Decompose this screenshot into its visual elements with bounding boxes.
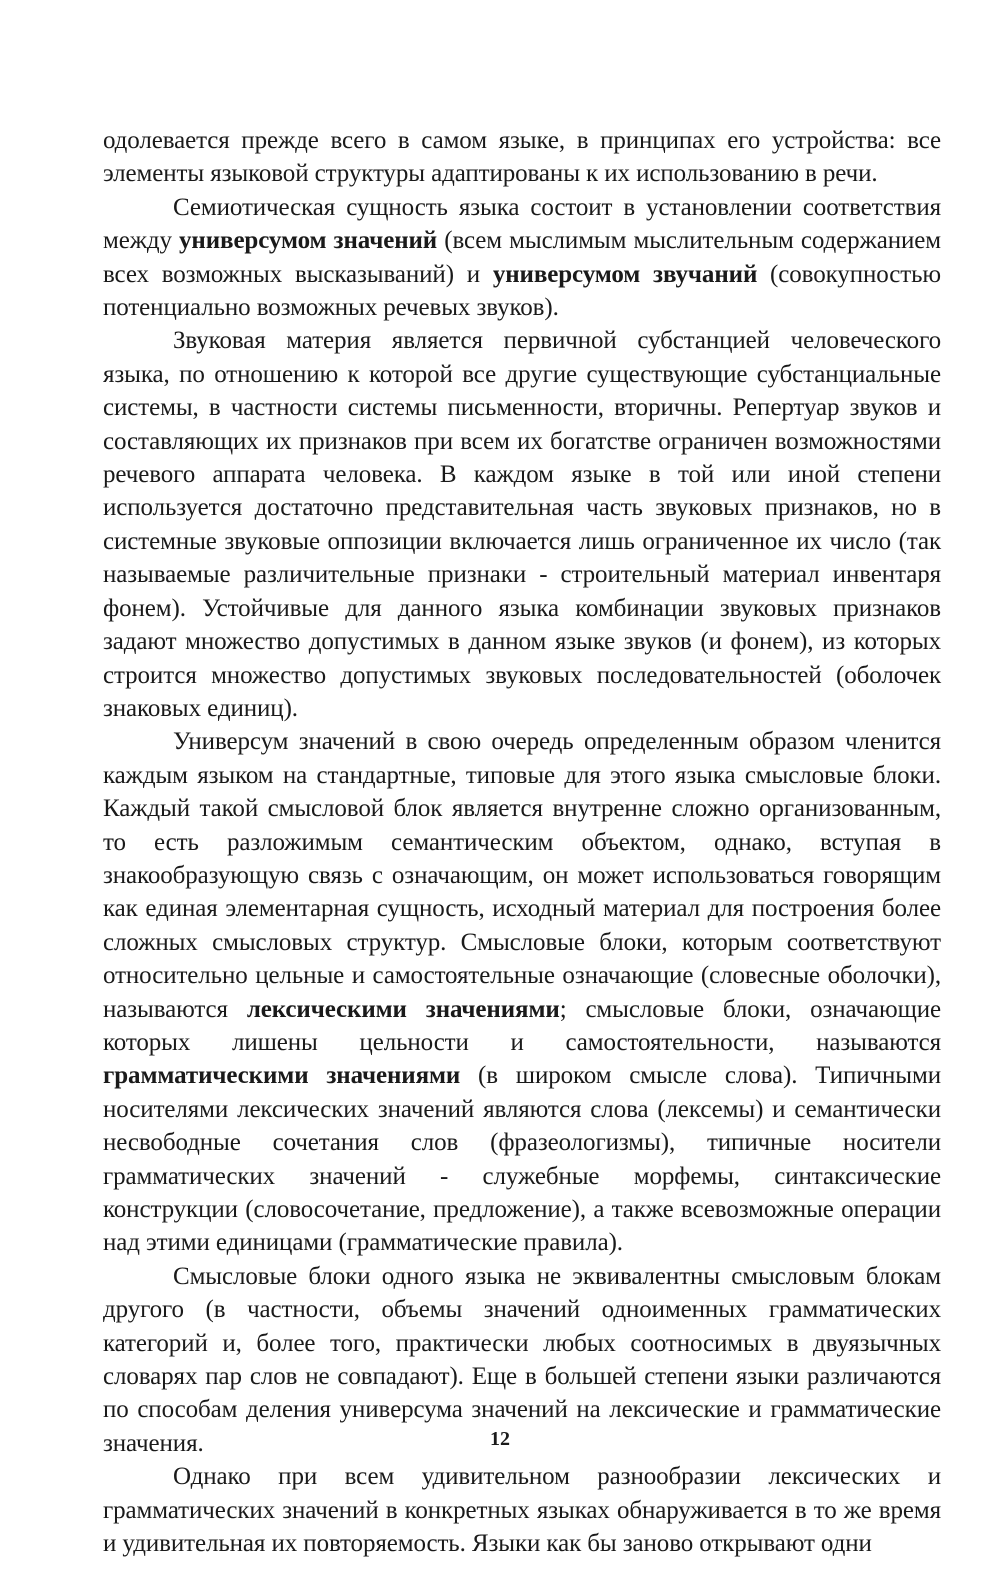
paragraph-1-text: одолевается прежде всего в самом языке, в принципах его устройства: все элементы языковой структуры адаптированы к их использованию в речи. xyxy=(103,127,941,188)
paragraph-6-text: Однако при всем удивительном разнообразии лексических и грамматических значений в конкретных языках обнаруживается в то же время и удивительная их повторяемость. Языки как бы заново открывают одни xyxy=(103,1463,941,1558)
paragraph-2-text-b: (всем мыслимым мыслительным содержанием всех возможных высказываний) и xyxy=(103,227,941,288)
page-number: 12 xyxy=(490,1428,510,1450)
paragraph-4-text-a: Универсум значений в свою очередь определенным образом членится каждым языком на стандартные, типовые для этого языка смысловые блоки. Каждый такой смысловой блок является внутренне сложно организованным, то есть разложимым семантическим объектом, однако, вступая в знакообразующую связь с означающим, он может использоваться говорящим как единая элементарная сущность, исходный материал для построения более сложных смысловых структур. Смысловые блоки, которым соответствуют относительно цельные и самостоятельные означающие (словесные оболочки), называются xyxy=(103,728,941,1023)
paragraph-3-text: Звуковая материя является первичной субстанцией человеческого языка, по отношению к которой все другие существующие субстанциальные системы, в частности системы письменности, вторичны. Репертуар звуков и составляющих их признаков при всем их богатстве ограничен возможностями речевого аппарата человека. В каждом языке в той или иной степени используется достаточно представительная часть звуковых признаков, но в системные звуковые оппозиции включается лишь ограниченное их число (так называемые различительные признаки - строительный материал инвентаря фонем). Устойчивые для данного языка комбинации звуковых признаков задают множество допустимых в данном языке звуков (и фонем), из которых строится множество допустимых звуковых последовательностей (оболочек знаковых единиц). xyxy=(103,327,941,722)
term-universe-of-sounds: универсумом звучаний xyxy=(492,260,758,288)
paragraph-5-text: Смысловые блоки одного языка не эквивалентны смысловым блокам другого (в частности, объемы значений одноименных грамматических категорий и, более того, практически любых соотносимых в двуязычных словарях пар слов не совпадают). Еще в большей степени языки различаются по способам деления универсума значений на лексические и грамматические значения. xyxy=(103,1262,941,1457)
term-universe-of-meanings: универсумом значений xyxy=(179,227,438,255)
term-grammatical-meanings: грамматическими значениями xyxy=(103,1062,461,1090)
paragraph-2-text-c: (совокупностью потенциально возможных речевых звуков). xyxy=(103,260,941,322)
paragraph-4-text-c: (в широком смысле слова). Типичными носителями лексических значений являются слова (лексемы) и семантически несвободные сочетания слов (фразеологизмы), типичные носители грамматических значений - служебные морфемы, синтаксические конструкции (словосочетание, предложение), а также всевозможные операции над этими единицами (грамматические правила). xyxy=(103,1062,941,1257)
paragraph-4-text-b: ; смысловые блоки, означающие которых лишены цельности и самостоятельности, называются xyxy=(103,995,942,1056)
paragraph-2-text-a: Семиотическая сущность языка состоит в установлении соответствия между xyxy=(103,193,941,255)
term-lexical-meanings: лексическими значениями xyxy=(246,995,560,1023)
paragraph-1 xyxy=(103,124,941,191)
body-text xyxy=(103,124,941,1560)
paragraph-3 xyxy=(103,324,941,725)
paragraph-2 xyxy=(103,191,941,325)
paragraph-4 xyxy=(103,725,941,1260)
paragraph-6 xyxy=(103,1460,941,1560)
